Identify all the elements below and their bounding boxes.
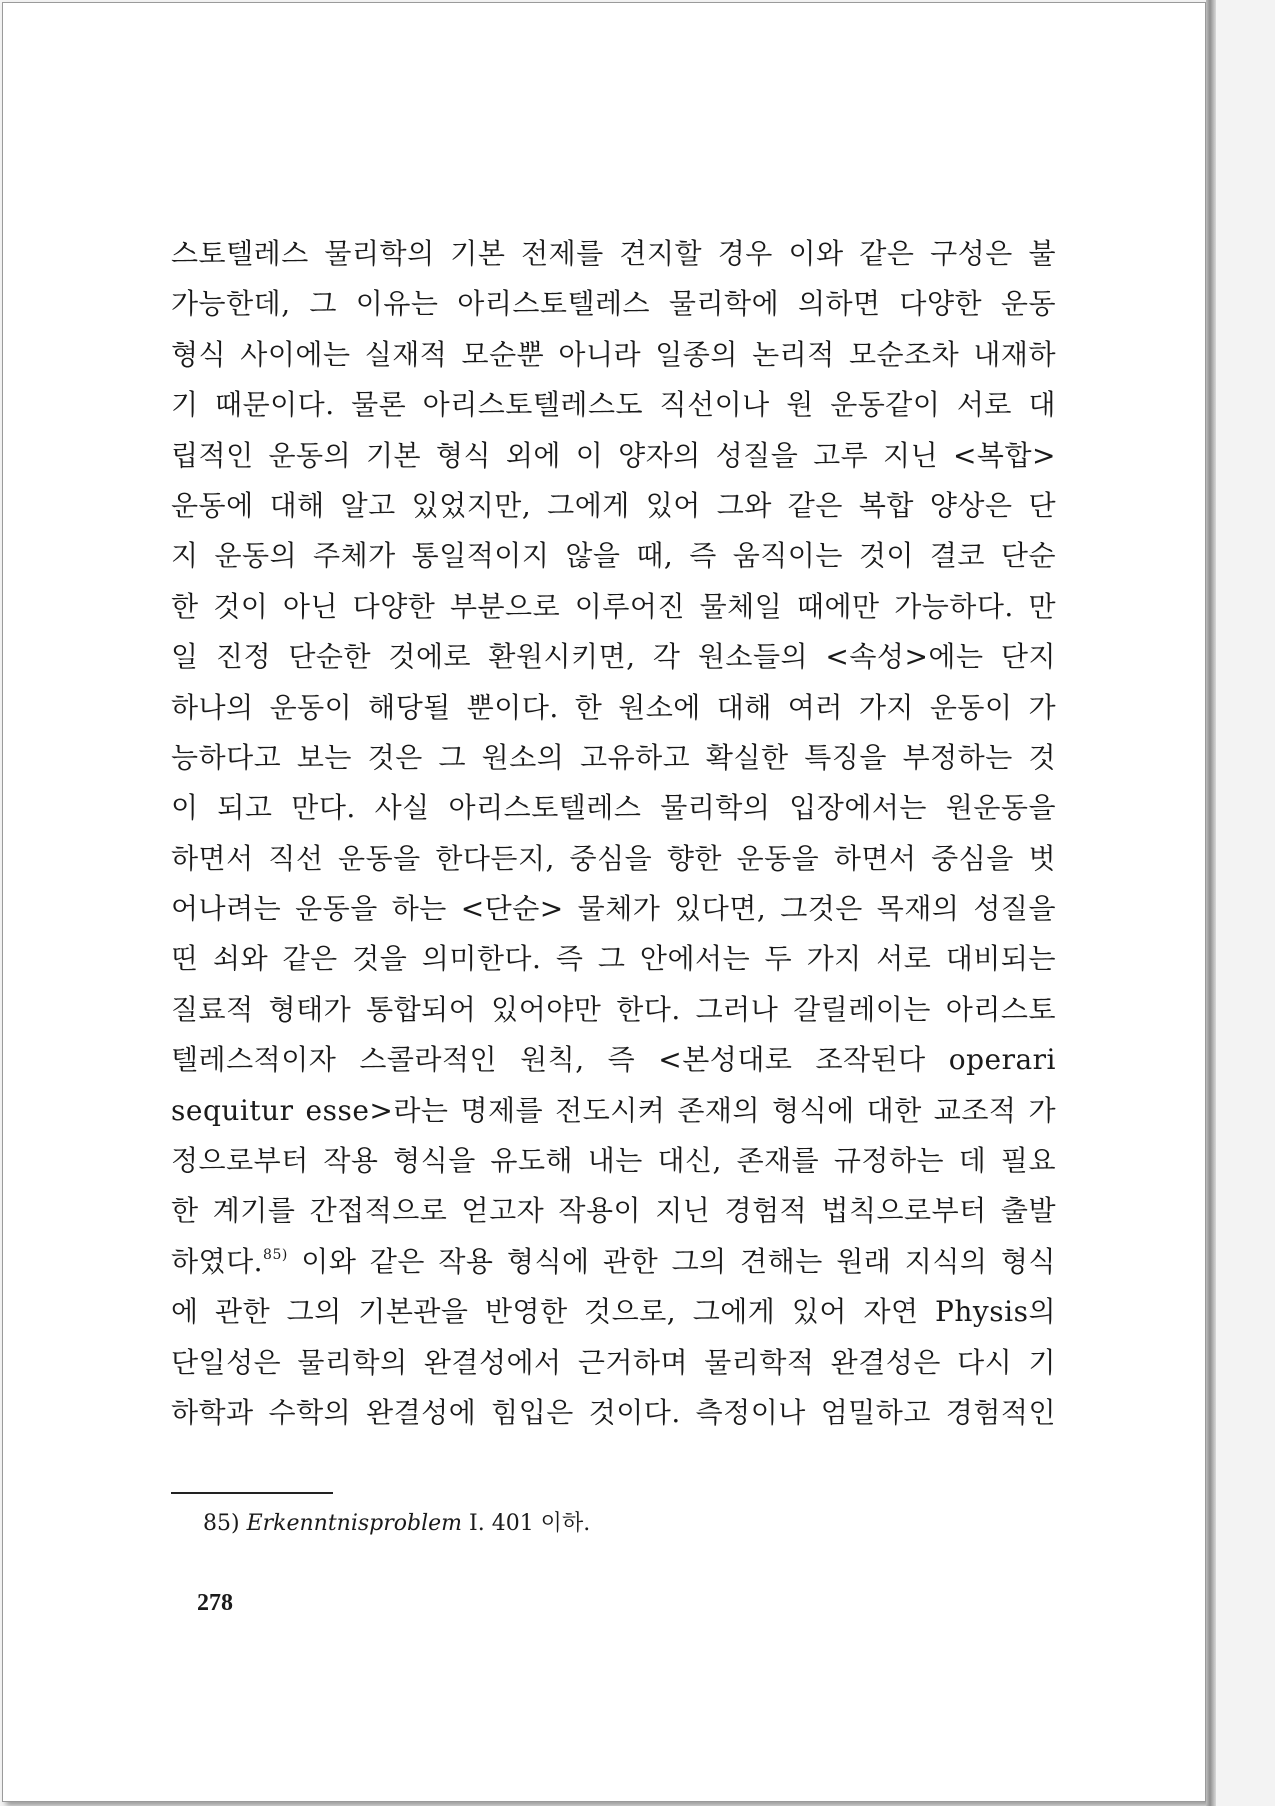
text-line: 운동에 대해 알고 있었지만, 그에게 있어 그와 같은 복합 양상은 단: [171, 488, 1056, 522]
text-line: 형식 사이에는 실재적 모순뿐 아니라 일종의 논리적 모순조차 내재하: [171, 337, 1056, 371]
text-line: 하면서 직선 운동을 한다든지, 중심을 향한 운동을 하면서 중심을 벗: [171, 841, 1056, 875]
text-line: 어나려는 운동을 하는 <단순> 물체가 있다면, 그것은 목재의 성질을: [171, 892, 1056, 926]
text-line: 스토텔레스 물리학의 기본 전제를 견지할 경우 이와 같은 구성은 불: [171, 237, 1056, 270]
text-segment: 이와 같은 작용 형식에 관한 그의 견해는 원래 지식의 형식: [287, 1244, 1056, 1278]
text-line: 질료적 형태가 통합되어 있어야만 한다. 그러나 갈릴레이는 아리스토: [171, 992, 1056, 1026]
page-stack-edge: [1206, 0, 1216, 1806]
text-line: 에 관한 그의 기본관을 반영한 것으로, 그에게 있어 자연 Physis의: [171, 1295, 1056, 1329]
text-line: 지 운동의 주체가 통일적이지 않을 때, 즉 움직이는 것이 결코 단순: [171, 539, 1056, 573]
text-line: 단일성은 물리학의 완결성에서 근거하며 물리학적 완결성은 다시 기: [171, 1345, 1056, 1379]
footnote-text: I. 401 이하.: [462, 1511, 591, 1536]
footnote-number: 85): [203, 1511, 240, 1536]
text-line: 하학과 수학의 완결성에 힘입은 것이다. 측정이나 엄밀하고 경험적인: [171, 1395, 1056, 1429]
text-line: sequitur esse>라는 명제를 전도시켜 존재의 형식에 대한 교조적 가: [171, 1093, 1056, 1127]
footnote: [203, 1506, 590, 1537]
body-text: [171, 229, 1056, 1438]
text-line: 일 진정 단순한 것에로 환원시키면, 각 원소들의 <속성>에는 단지: [171, 640, 1056, 674]
footnote-reference[interactable]: 85): [263, 1246, 288, 1263]
footnote-divider: [171, 1492, 333, 1494]
text-line: 기 때문이다. 물론 아리스토텔레스도 직선이나 원 운동같이 서로 대: [171, 388, 1056, 422]
text-segment: 하였다.: [171, 1244, 264, 1278]
footnote-title: Erkenntnisproblem: [246, 1511, 463, 1536]
text-line: 능하다고 보는 것은 그 원소의 고유하고 확실한 특징을 부정하는 것: [171, 740, 1056, 774]
text-line: 한 계기를 간접적으로 얻고자 작용이 지닌 경험적 법칙으로부터 출발: [171, 1194, 1056, 1228]
text-line: 한 것이 아닌 다양한 부분으로 이루어진 물체일 때에만 가능하다. 만: [171, 589, 1056, 623]
text-line: 정으로부터 작용 형식을 유도해 내는 대신, 존재를 규정하는 데 필요: [171, 1144, 1056, 1178]
text-line: 이 되고 만다. 사실 아리스토텔레스 물리학의 입장에서는 원운동을: [171, 791, 1056, 825]
text-line: 텔레스적이자 스콜라적인 원칙, 즉 <본성대로 조작된다 operari: [171, 1043, 1056, 1077]
text-line: 립적인 운동의 기본 형식 외에 이 양자의 성질을 고루 지닌 <복합>: [171, 438, 1056, 472]
text-line: 하나의 운동이 해당될 뿐이다. 한 원소에 대해 여러 가지 운동이 가: [171, 690, 1056, 724]
page-number: 278: [197, 1590, 233, 1616]
text-line: 가능한데, 그 이유는 아리스토텔레스 물리학에 의하면 다양한 운동: [171, 287, 1056, 321]
book-page: [2, 2, 1206, 1802]
text-line-with-footnote-ref: [171, 1237, 1056, 1287]
text-line: 띤 쇠와 같은 것을 의미한다. 즉 그 안에서는 두 가지 서로 대비되는: [171, 942, 1056, 976]
